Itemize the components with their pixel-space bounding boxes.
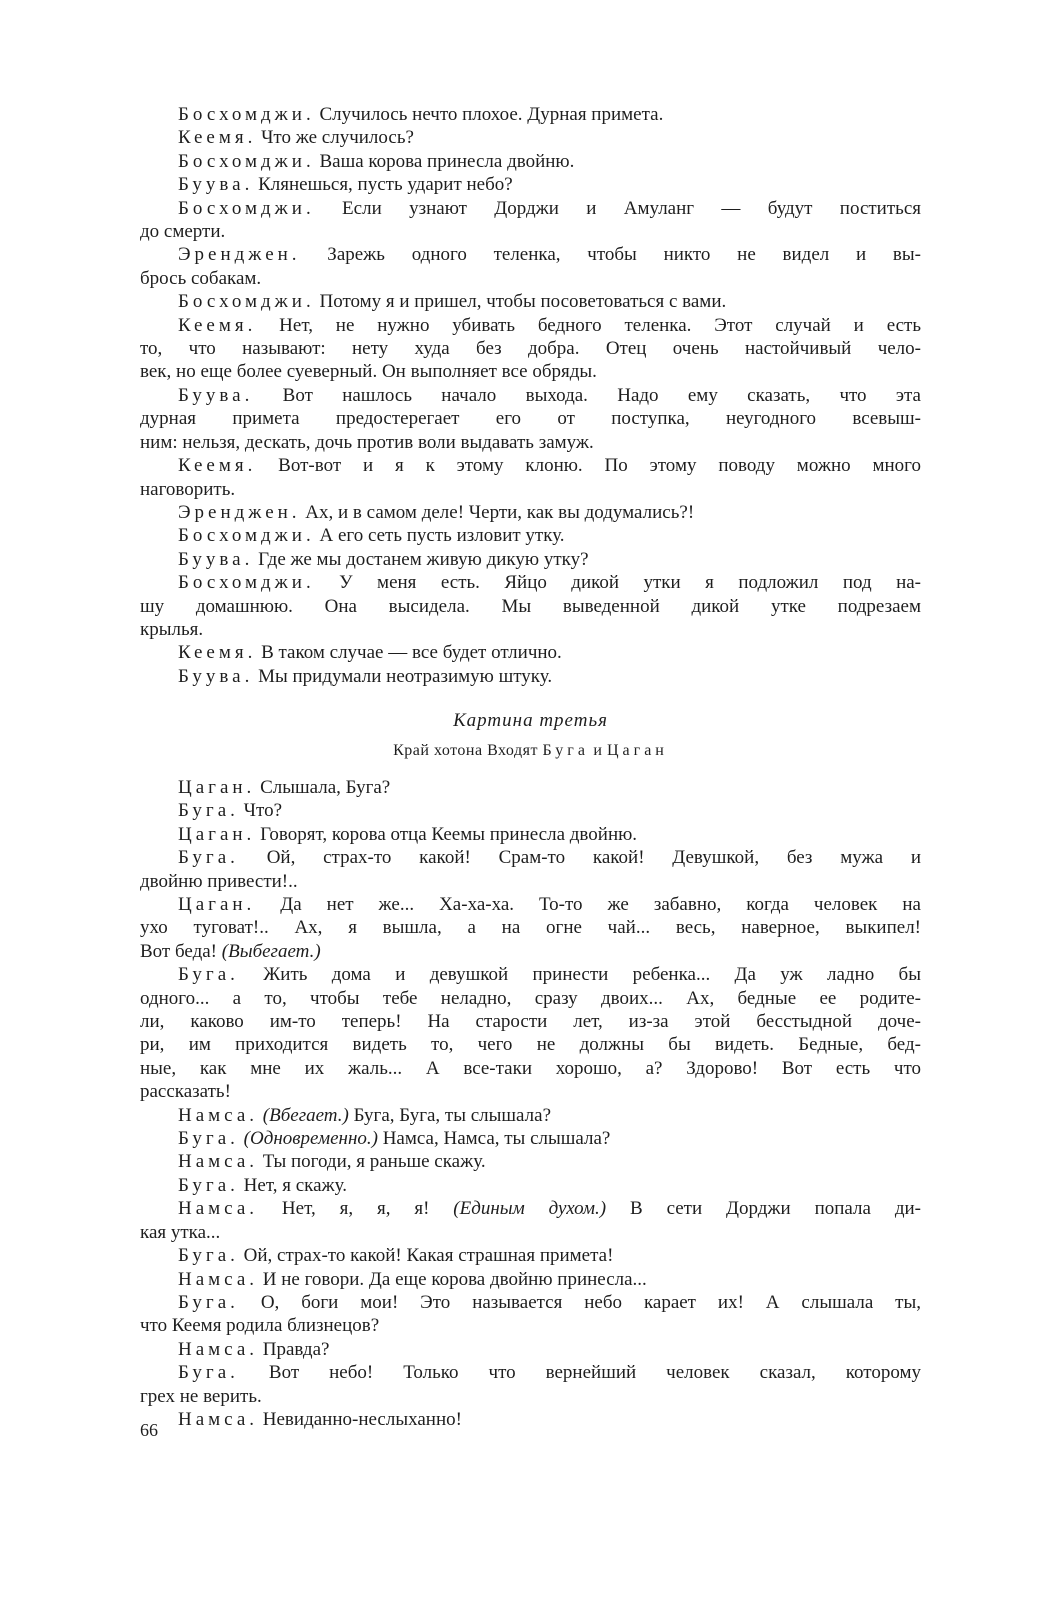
line-text: Нет, я скажу. bbox=[238, 1174, 347, 1196]
line-text: Ваша корова принесла двойню. bbox=[314, 150, 575, 172]
dialogue-block-part-one bbox=[140, 103, 921, 688]
text-line bbox=[140, 360, 921, 383]
line-text: Жить дома и девушкой принести ребенка... Да уж ладно бы bbox=[238, 964, 921, 986]
speaker-name: Кеемя. bbox=[178, 642, 257, 664]
text-line bbox=[140, 384, 921, 407]
line-text: шу домашнюю. Она высидела. Мы выведенной дикой утке подрезаем bbox=[140, 595, 921, 617]
stage-direction: (Вбегает.) bbox=[262, 1104, 349, 1126]
text-line bbox=[140, 548, 921, 571]
text-line bbox=[140, 126, 921, 149]
text-line bbox=[140, 197, 921, 220]
line-text: ним: нельзя, дескать, дочь против воли выдавать замуж. bbox=[140, 431, 594, 453]
text-line bbox=[140, 1127, 921, 1150]
line-text: Что же случилось? bbox=[256, 127, 414, 149]
text-line bbox=[140, 823, 921, 846]
line-text: Вот нашлось начало выхода. Надо ему сказать, что эта bbox=[253, 384, 921, 406]
text-line bbox=[140, 1385, 921, 1408]
text-line bbox=[140, 478, 921, 501]
text-line bbox=[140, 150, 921, 173]
speaker-name: Буува. bbox=[178, 174, 254, 196]
line-text: И не говори. Да еще корова двойню принесла... bbox=[258, 1268, 647, 1290]
line-text: Буга, Буга, ты слышала? bbox=[348, 1104, 551, 1126]
line-text: Мы придумали неотразимую штуку. bbox=[253, 665, 553, 687]
line-text: О, боги мои! Это называется небо карает их! А слышала ты, bbox=[238, 1291, 921, 1313]
stage-direction: (Выбегает.) bbox=[221, 940, 321, 962]
line-text: брось собакам. bbox=[140, 267, 262, 289]
line-text: Говорят, корова отца Кеемы принесла двойню. bbox=[255, 823, 638, 845]
text-line bbox=[140, 1197, 921, 1220]
text-line bbox=[140, 963, 921, 986]
line-text: до смерти. bbox=[140, 221, 226, 243]
speaker-name: Кеемя. bbox=[178, 127, 257, 149]
line-text: грех не верить. bbox=[140, 1385, 262, 1407]
speaker-name: Намса. bbox=[178, 1338, 259, 1360]
speaker-name: Эренджен. bbox=[178, 244, 301, 266]
text-line bbox=[140, 571, 921, 594]
line-text: Что? bbox=[238, 800, 283, 822]
text-line bbox=[140, 1174, 921, 1197]
scene-heading: Картина третья bbox=[453, 710, 608, 732]
speaker-name: Буга. bbox=[178, 1174, 239, 1196]
line-text: В таком случае — все будет отлично. bbox=[256, 642, 562, 664]
text-line bbox=[140, 103, 921, 126]
speaker-name: Намса. bbox=[178, 1198, 259, 1220]
line-text: ли, каково им-то теперь! На старости лет, из-за этой бесстыдной доче- bbox=[140, 1011, 921, 1033]
speaker-name: Буува. bbox=[178, 665, 254, 687]
text-line bbox=[140, 1080, 921, 1103]
text-line bbox=[140, 524, 921, 547]
line-text: Ах, и в самом деле! Черти, как вы додумались?! bbox=[300, 501, 695, 523]
text-line bbox=[140, 290, 921, 313]
text-line bbox=[140, 776, 921, 799]
speaker-name: Босхомджи. bbox=[178, 150, 315, 172]
text-line bbox=[140, 454, 921, 477]
text-line bbox=[140, 1408, 921, 1431]
text-line bbox=[140, 431, 921, 454]
line-text: Клянешься, пусть ударит небо? bbox=[253, 174, 513, 196]
line-text: Слышала, Буга? bbox=[255, 776, 391, 798]
line-text: Да нет же... Ха-ха-ха. То-то же забавно, когда человек на bbox=[255, 894, 921, 915]
text-line bbox=[140, 220, 921, 243]
text-line bbox=[140, 916, 921, 939]
line-text: Правда? bbox=[258, 1338, 330, 1360]
speaker-name: Буга. bbox=[178, 847, 239, 869]
line-text: Нет, я, я, я! bbox=[258, 1198, 454, 1220]
text-line bbox=[140, 1291, 921, 1314]
line-text: Вот-вот и я к этому клоню. По этому поводу можно много bbox=[256, 455, 921, 477]
line-text: Ой, страх-то какой! Какая страшная примета! bbox=[238, 1245, 614, 1267]
text-line bbox=[140, 641, 921, 664]
scene-setting bbox=[140, 739, 921, 762]
text-line bbox=[140, 940, 921, 963]
line-text: Намса, Намса, ты слышала? bbox=[377, 1128, 611, 1150]
speaker-name: Буга. bbox=[178, 1362, 239, 1384]
line-text: ные, как мне их жаль... А все-таки хорошо, а? Здорово! Вот есть что bbox=[140, 1057, 921, 1079]
text-line bbox=[140, 314, 921, 337]
speaker-name: Буга. bbox=[178, 964, 239, 986]
text-line bbox=[140, 1221, 921, 1244]
speaker-name: Босхомджи. bbox=[178, 572, 315, 594]
text-line bbox=[140, 267, 921, 290]
line-text: двойню привести!.. bbox=[140, 870, 298, 892]
stage-direction: (Одновременно.) bbox=[243, 1128, 378, 1150]
text-line bbox=[140, 665, 921, 688]
line-text: рассказать! bbox=[140, 1081, 231, 1103]
line-text: Случилось нечто плохое. Дурная примета. bbox=[314, 104, 664, 125]
speaker-name: Намса. bbox=[178, 1408, 259, 1430]
text-line bbox=[140, 595, 921, 618]
text-line bbox=[140, 407, 921, 430]
setting-and: и bbox=[593, 741, 603, 759]
line-text: кая утка... bbox=[140, 1221, 221, 1243]
speaker-name: Босхомджи. bbox=[178, 197, 315, 219]
line-text: ухо туговат!.. Ах, я вышла, а на огне чай... весь, наверное, выкипел! bbox=[140, 917, 921, 939]
line-text: А его сеть пусть изловит утку. bbox=[314, 525, 565, 547]
line-text: Нет, не нужно убивать бедного теленка. Этот случай и есть bbox=[256, 314, 921, 336]
text-line bbox=[140, 1268, 921, 1291]
line-text: век, но еще более суеверный. Он выполняет все обряды. bbox=[140, 361, 597, 383]
play-text-page bbox=[140, 103, 921, 1431]
speaker-name: Кеемя. bbox=[178, 455, 257, 477]
text-line bbox=[140, 1150, 921, 1173]
speaker-name: Кеемя. bbox=[178, 314, 257, 336]
text-line bbox=[140, 1361, 921, 1384]
speaker-name: Буува. bbox=[178, 384, 254, 406]
speaker-name: Буува. bbox=[178, 548, 254, 570]
text-line bbox=[140, 1314, 921, 1337]
text-line bbox=[140, 337, 921, 360]
text-line bbox=[140, 1010, 921, 1033]
text-line bbox=[140, 987, 921, 1010]
line-text: то, что называют: нету худа без добра. Отец очень настойчивый чело- bbox=[140, 338, 921, 360]
line-text: В сети Дорджи попала ди- bbox=[606, 1198, 921, 1220]
speaker-name: Намса. bbox=[178, 1104, 259, 1126]
text-line bbox=[140, 893, 921, 916]
line-text: крылья. bbox=[140, 618, 204, 640]
text-line bbox=[140, 1338, 921, 1361]
text-line bbox=[140, 243, 921, 266]
text-line bbox=[140, 1033, 921, 1056]
speaker-name: Цаган. bbox=[178, 776, 256, 798]
speaker-name: Босхомджи. bbox=[178, 104, 315, 125]
page-number: 66 bbox=[140, 1420, 158, 1440]
text-line bbox=[140, 1244, 921, 1267]
line-text: У меня есть. Яйцо дикой утки я подложил под на- bbox=[314, 572, 921, 594]
line-text: Вот небо! Только что вернейший человек сказал, которому bbox=[238, 1362, 921, 1384]
line-text: Если узнают Дорджи и Амуланг — будут поститься bbox=[314, 197, 921, 219]
line-text: что Кеемя родила близнецов? bbox=[140, 1315, 380, 1337]
speaker-name: Буга. bbox=[178, 1245, 239, 1267]
speaker-name: Буга. bbox=[178, 1128, 239, 1150]
line-text: Невиданно-неслыханно! bbox=[258, 1408, 462, 1430]
text-line bbox=[140, 1104, 921, 1127]
speaker-name: Цаган. bbox=[178, 823, 256, 845]
line-text: одного... а то, чтобы тебе неладно, сразу двоих... Ах, бедные ее родите- bbox=[140, 987, 921, 1009]
text-line bbox=[140, 618, 921, 641]
setting-enter: Входят bbox=[487, 741, 538, 759]
line-text: Потому я и пришел, чтобы посоветоваться с вами. bbox=[314, 291, 727, 313]
speaker-name: Босхомджи. bbox=[178, 525, 315, 547]
speaker-name: Эренджен. bbox=[178, 501, 301, 523]
setting-speaker-2: Цаган bbox=[606, 741, 668, 759]
text-line bbox=[140, 846, 921, 869]
line-text: ри, им приходится видеть то, чего не должны бы видеть. Бедные, бед- bbox=[140, 1034, 921, 1056]
text-line bbox=[140, 870, 921, 893]
line-text: Вот беда! bbox=[140, 940, 222, 962]
line-text: Ты погоди, я раньше скажу. bbox=[258, 1151, 486, 1173]
line-text: Зарежь одного теленка, чтобы никто не видел и вы- bbox=[300, 244, 921, 266]
stage-direction: (Единым духом.) bbox=[453, 1198, 607, 1220]
speaker-name: Намса. bbox=[178, 1268, 259, 1290]
setting-place: Край хотона bbox=[393, 741, 483, 759]
speaker-name: Босхомджи. bbox=[178, 291, 315, 313]
speaker-name: Буга. bbox=[178, 800, 239, 822]
dialogue-block-part-two bbox=[140, 776, 921, 1431]
line-text: дурная примета предостерегает его от поступка, неугодного всевыш- bbox=[140, 408, 921, 430]
setting-speaker-1: Буга bbox=[542, 741, 589, 759]
text-line bbox=[140, 799, 921, 822]
line-text: наговорить. bbox=[140, 478, 236, 500]
text-line bbox=[140, 173, 921, 196]
line-text: Ой, страх-то какой! Срам-то какой! Девушкой, без мужа и bbox=[238, 847, 921, 869]
line-text: Где же мы достанем живую дикую утку? bbox=[253, 548, 589, 570]
text-line bbox=[140, 501, 921, 524]
speaker-name: Цаган. bbox=[178, 894, 256, 915]
text-line bbox=[140, 1057, 921, 1080]
speaker-name: Намса. bbox=[178, 1151, 259, 1173]
speaker-name: Буга. bbox=[178, 1291, 239, 1313]
